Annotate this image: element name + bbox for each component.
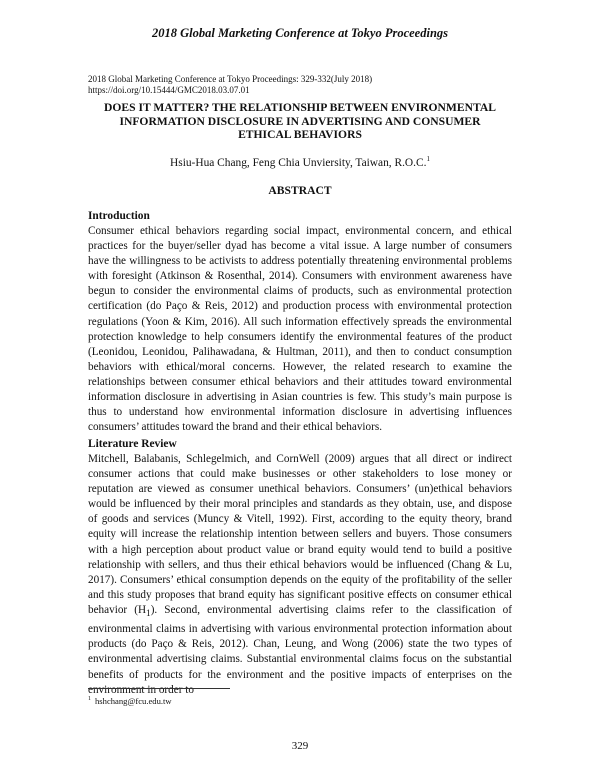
author-affiliation: Hsiu-Hua Chang, Feng Chia Unviersity, Taiwan, R.O.C. (170, 157, 427, 169)
citation-block (88, 74, 372, 96)
running-header: 2018 Global Marketing Conference at Tokyo Proceedings (151, 26, 449, 40)
paper-title (88, 101, 512, 142)
title-line: INFORMATION DISCLOSURE IN ADVERTISING AND CONSUMER (119, 114, 481, 128)
paragraph-text: Mitchell, Balabanis, Schlegelmich, and CornWell (2009) argues that all direct or indirect consumer actions that could make businesses or other stakeholders to lose money or reputation are viewed as consumer unethical behaviors. Consumers’ (un)ethical behaviors would be influenced by their moral principles and standards as they obtain, use, and dispose of goods and services (Muncy & Vitell, 1992). First, according to the equity theory, brand equity will increase the relationship intention between sellers and buyers. Those consumers with a high perception about product value or brand equity would tend to build a positive relationship with sellers, and thus their ethical behaviors would be influenced (Chang & Lu, 2017). Consumers’ ethical consumption depends on the equity of the profitability of the seller and this study proposes that brand equity has significant positive effects on consumer ethical behavior (H (88, 453, 512, 616)
section-heading: Literature Review (88, 438, 177, 450)
section-heading: Introduction (88, 210, 150, 222)
title-line: ETHICAL BEHAVIORS (238, 128, 362, 141)
footnote-divider (88, 688, 230, 689)
section-paragraph (88, 452, 512, 698)
citation-line: 2018 Global Marketing Conference at Tokyo Proceedings: 329-332(July 2018) (88, 74, 373, 84)
title-line: DOES IT MATTER? THE RELATIONSHIP BETWEEN ENVIRONMENTAL (104, 101, 496, 114)
footnote-email: hshchang@fcu.edu.tw (95, 696, 172, 706)
hypothesis-subscript: 1 (146, 609, 151, 620)
footnote-mark: 1 (88, 696, 91, 703)
page-number: 329 (291, 740, 309, 752)
author-footnote-mark: 1 (426, 155, 430, 164)
literature-review-section (88, 437, 512, 698)
abstract-heading: ABSTRACT (268, 184, 332, 197)
author-line (88, 157, 512, 169)
paragraph-text: ). Second, environmental advertising claims refer to the classification of environmental claims in advertising with various environmental protection information about products (do Paço & Reis, 2012). Chan, Leung, and Wong (2006) state the two types of environmental advertising claims. Substantial environmental claims focus on the substantial benefits of products for the environment and the positive impacts of enterprises on the environment in order to (88, 603, 512, 696)
section-paragraph: Consumer ethical behaviors regarding social impact, environmental concern, and ethical practices for the buyer/seller dyad has become a vital issue. A large number of consumers have the willingness to be activists to address potentially threatening environmental problems with foresight (Atkinson & Rosenthal, 2014). Consumers with environment awareness have begun to consider the environmental claims of products, such as environmental protection certification (do Paço & Reis, 2012) and production process with environmental protection regulations (Yoon & Kim, 2016). All such information effectively spreads the environmental protection knowledge to help consumers identify the environmental features of the product (Leonidou, Leonidou, Palihawadana, & Hultman, 2011), and then to conduct consumption behaviors with ethical/moral concerns. However, the related research to examine the relationships between consumer ethical behaviors and their attitudes toward environmental information disclosure in advertising in Asian countries is few. This study’s main purpose is thus to understand how environmental information disclosure in advertising influences consumers’ attitudes toward the brand and their ethical behaviors. (88, 225, 512, 434)
doi-link[interactable]: https://doi.org/10.15444/GMC2018.03.07.01 (88, 85, 250, 95)
footnote (88, 696, 172, 706)
introduction-section (88, 209, 512, 435)
